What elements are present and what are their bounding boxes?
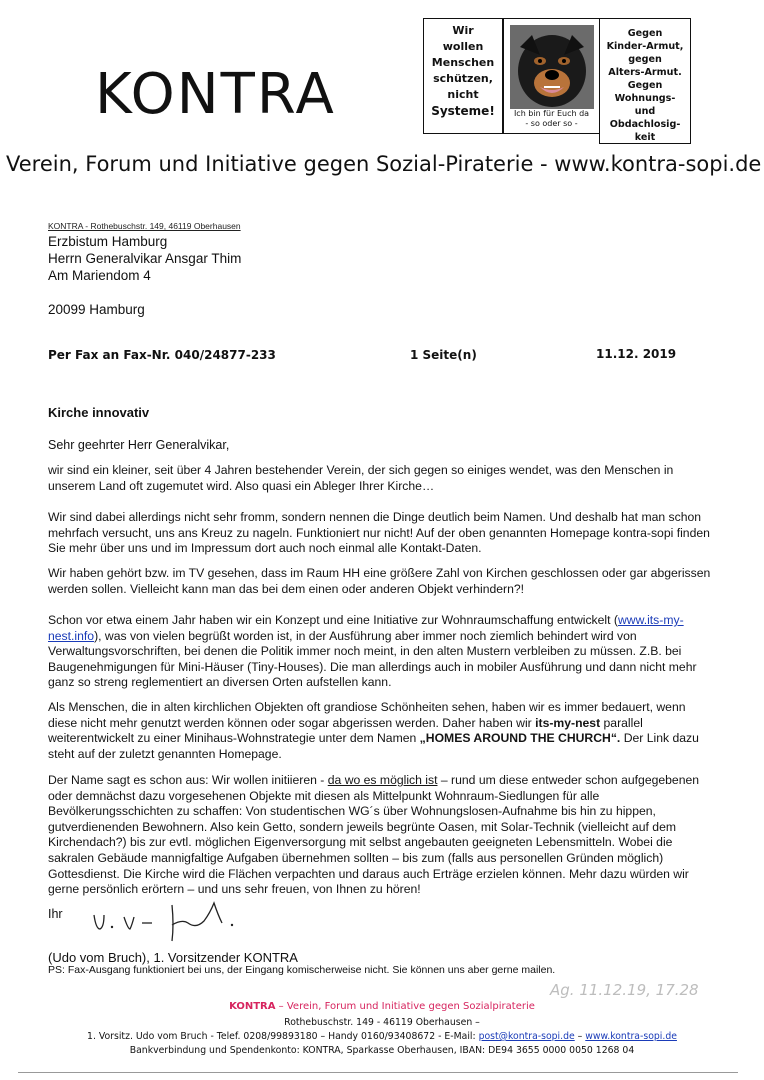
dog-caption: Ich bin für Euch da - so oder so - — [513, 109, 590, 128]
footer-address: Rothebuschstr. 149 - 46119 Oberhausen – — [284, 1017, 480, 1028]
slogan-line: Wohnungs- — [614, 93, 676, 104]
svg-text:Ag. 11.12.19, 17.28: Ag. 11.12.19, 17.28 — [550, 981, 699, 999]
slogan-box-left — [423, 18, 503, 134]
slogan-line: Menschen — [431, 56, 495, 69]
address-line: 20099 Hamburg — [48, 302, 145, 317]
page-count: 1 Seite(n) — [410, 348, 477, 362]
paragraph-2: Wir sind dabei allerdings nicht sehr fromm, sondern nennen die Dinge deutlich beim Namen. Und deshalb hat man schon mehrfach versucht, uns ans Kreuz zu nageln. Funktioniert nur nicht! Auf der oben genannten Homepage kontra-sopi finden Sie mehr über uns und im Impressum dort auch noch einmal alle Kontakt-Daten. — [48, 510, 710, 556]
paragraph-1: wir sind ein kleiner, seit über 4 Jahren bestehender Verein, der sich gegen so einiges wendet, was den Menschen in unserem Land oft zugemutet wird. Also quasi ein Ableger Ihrer Kirche… — [48, 463, 674, 493]
tagline: Verein, Forum und Initiative gegen Sozial-Piraterie - www.kontra-sopi.de — [6, 152, 762, 176]
paragraph-4: Schon vor etwa einem Jahr haben wir ein Konzept und eine Initiative zur Wohnraumschaffung entwickelt (www.its-my-nest.info), was von vielen begrüßt worden ist, in der Ausführung aber immer noch ziemlich behindert wird von Verwaltungsvorschriften, bei denen die Politik immer noch meint, in den alten Mustern verbleiben zu müssen. Z.B. bei Baugenehmigungen für Mini-Häuser (Tiny-Houses). Die man allerdings auch in mobiler Ausführung und dann nicht mehr ganz so streng reglementiert an diversen Orten aufstellen kann. — [48, 613, 697, 690]
slogan-line: Wir — [452, 24, 474, 37]
slogan-box-right — [599, 18, 691, 144]
recipient-address — [48, 233, 241, 318]
slogan-line: Gegen — [627, 28, 663, 39]
letter-subject: Kirche innovativ — [48, 405, 150, 420]
paragraph-6: Der Name sagt es schon aus: Wir wollen initiieren - da wo es möglich ist – rund um diese entweder schon aufgegebenen oder demnächst dazu vorgesehenen Objekte mit diesen als Mittelpunkt Wohnraum-Siedlungen für alle Bevölkerungsschichten zu schaffen: Von studentischen WG´s über Wohnungslosen-Aufnahme bis hin zu hippen, gutverdienenden Bewohnern. Also kein Getto, sondern jeweils begrünte Oasen, mit Solar-Technik (vielleicht auf dem Kirchendach?) bis zur evtl. möglichen Eigenversorgung mit selbst angebauten geeigneten Lebensmitteln. Wobei die sakralen Gebäude mannigfaltige Aufgaben übernehmen sollten – bis zum (falls aus personellen Gründen möglich) Gottesdienst. Die Kirche wird die Flächen verpachten und daraus auch Erträge erzielen können. Mehr dazu würden wir gerne persönlich erörtern – und uns sehr freuen, von Ihnen zu hören! — [48, 773, 700, 897]
footer-divider — [18, 1072, 738, 1073]
paragraph-5: Als Menschen, die in alten kirchlichen Objekten oft grandiose Schönheiten sehen, haben wir es immer bedauert, wenn diese nicht mehr genutzt werden können oder sogar abgerissen werden. Daher haben wir its-my-nest parallel weiterentwickelt zu einer Minihaus-Wohnstrategie unter dem Namen „HOMES AROUND THE CHURCH“. Der Link dazu steht auf der zuletzt genannten Homepage. — [48, 700, 699, 761]
footer-bank: Bankverbindung und Spendenkonto: KONTRA, Sparkasse Oberhausen, IBAN: DE94 3655 0000 0050 1268 04 — [129, 1045, 635, 1056]
address-line: Herrn Generalvikar Ansgar Thim — [48, 251, 242, 266]
slogan-line: gegen — [628, 54, 662, 65]
slogan-line: schützen, — [433, 72, 493, 85]
address-line: Erzbistum Hamburg — [48, 234, 168, 249]
paragraph-3: Wir haben gehört bzw. im TV gesehen, dass im Raum HH eine größere Zahl von Kirchen geschlossen oder gar abgerissen werden sollen. Vielleicht kann man das bei dem einen oder anderen Objekt verhindern?! — [48, 566, 711, 596]
received-stamp — [548, 975, 728, 1003]
handwritten-signature — [92, 895, 252, 945]
kontra-logo: KONTRA — [95, 62, 336, 127]
rottweiler-dog-icon — [510, 25, 594, 109]
letter-date: 11.12. 2019 — [596, 347, 677, 361]
signer-name: (Udo vom Bruch), 1. Vorsitzender KONTRA — [48, 950, 298, 965]
address-line: Am Mariendom 4 — [48, 268, 151, 283]
footer-contact: 1. Vorsitz. Udo vom Bruch - Telef. 0208/99893180 – Handy 0160/93408672 - E-Mail: post@kontra-sopi.de – www.kontra-sopi.de — [87, 1031, 677, 1042]
slogan-line: Gegen — [627, 80, 663, 91]
email-link[interactable]: post@kontra-sopi.de — [478, 1031, 575, 1042]
fax-number: Per Fax an Fax-Nr. 040/24877-233 — [48, 348, 276, 362]
slogan-line: Alters-Armut. — [608, 67, 682, 78]
slogan-line: keit — [634, 132, 656, 143]
website-link[interactable]: www.kontra-sopi.de — [585, 1031, 677, 1042]
slogan-line: nicht — [447, 88, 479, 101]
postscript: PS: Fax-Ausgang funktioniert bei uns, der Eingang komischerweise nicht. Sie können uns aber gerne mailen. — [48, 964, 556, 976]
address-line — [48, 284, 241, 301]
salutation: Sehr geehrter Herr Generalvikar, — [48, 438, 230, 452]
slogan-line: Kinder-Armut, — [606, 41, 684, 52]
slogan-line: und — [634, 106, 656, 117]
closing: Ihr — [48, 907, 63, 921]
dog-box — [503, 18, 600, 134]
sender-line: KONTRA - Rothebuschstr. 149, 46119 Oberhausen — [48, 221, 241, 231]
footer-title: KONTRA – Verein, Forum und Initiative gegen Sozialpiraterie — [229, 1001, 535, 1012]
slogan-line: Obdachlosig- — [609, 119, 681, 130]
slogan-line: Systeme! — [431, 104, 495, 118]
slogan-line: wollen — [442, 40, 484, 53]
its-my-nest-link[interactable]: www.its-my-nest.info — [48, 613, 684, 643]
